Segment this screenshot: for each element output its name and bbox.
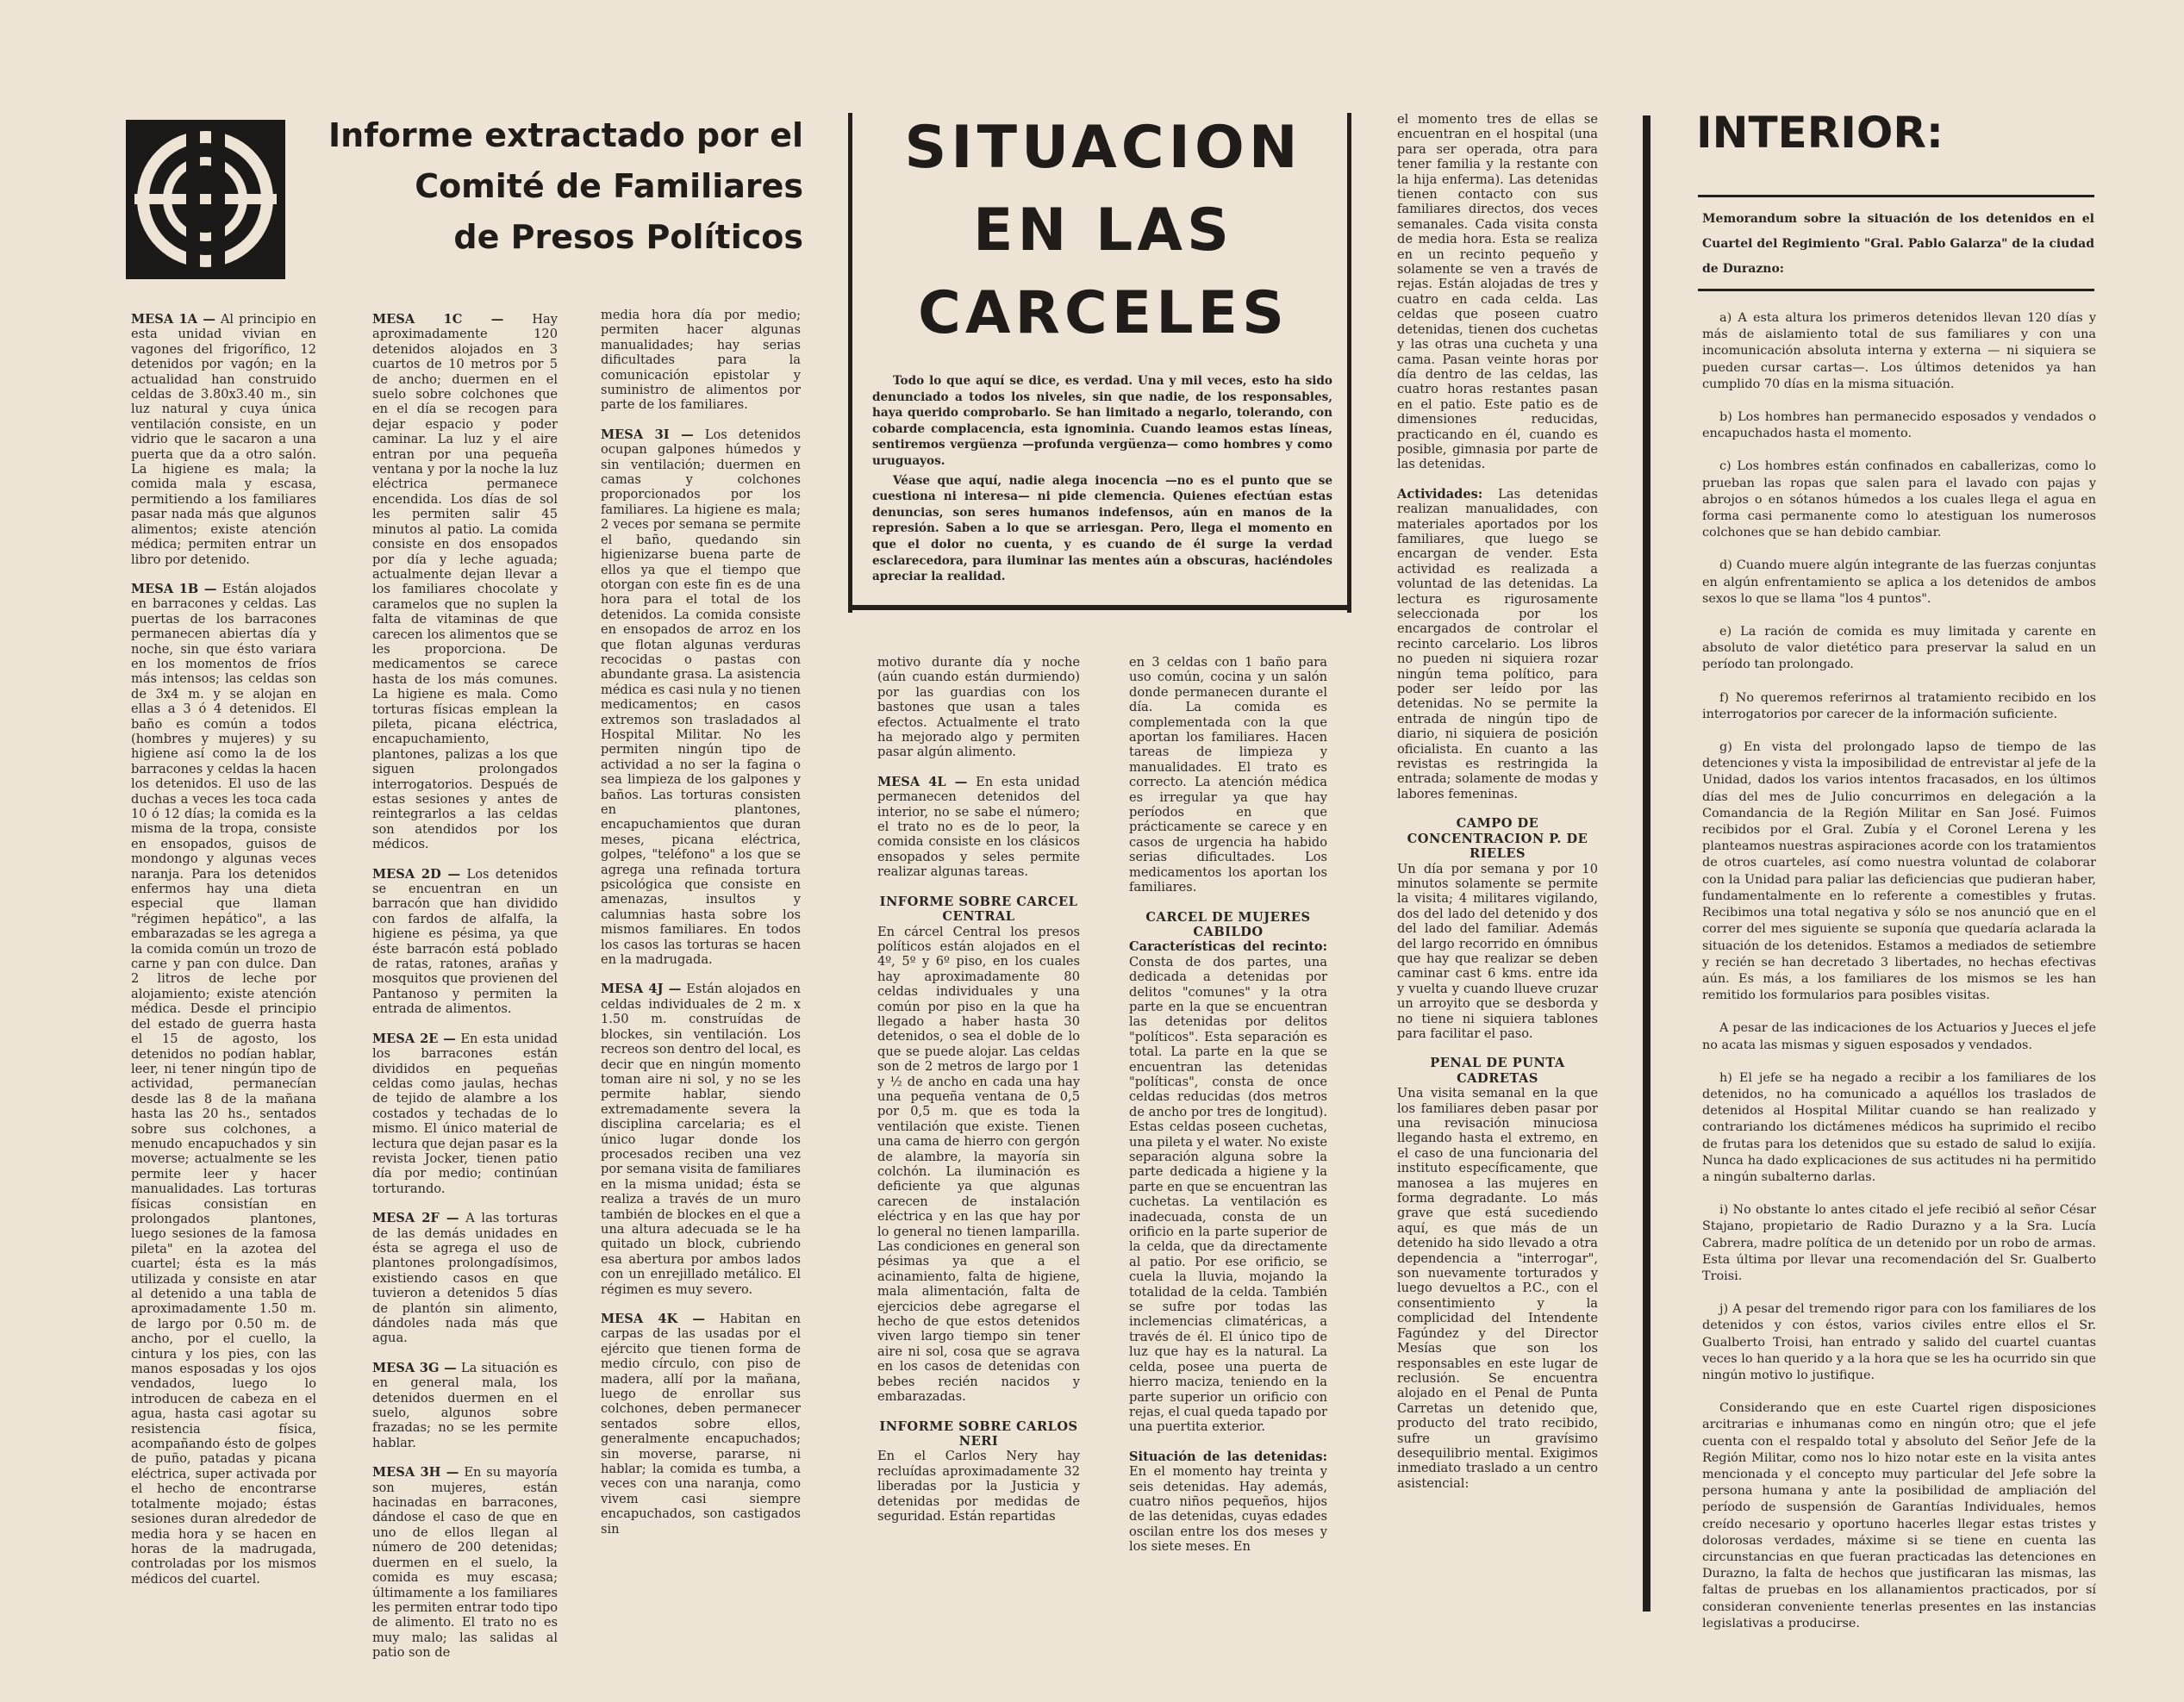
header-title-line-3: de Presos Políticos <box>453 218 803 256</box>
subheading: Características del recinto: <box>1129 939 1327 955</box>
interior-paragraph: j) A pesar del tremendo rigor para con los familiares de los detenidos y con éstos, varios civiles entre ellos el Sr. Gualberto Troisi, han entrado y salido del cuartel cuantas veces lo han querido y a la hora que se les ha ocurrido sin que ningún motivo lo justifique. <box>1702 1302 2096 1382</box>
column-c <box>601 308 801 1613</box>
column-f <box>1397 112 1598 1613</box>
interior-paragraph: c) Los hombres están confinados en caballerizas, como lo prueban las ropas que salen para el lavado con pajas y abrojos o en sótanos húmedos a los cuales llega el agua en forma casi permanente como lo atestiguan los numerosos colchones que se han debido cambiar. <box>1702 459 2096 540</box>
paragraph-text: Hay aproximadamente 120 detenidos alojados en 3 cuartos de 10 metros por 5 de ancho; duermen en el suelo sobre colchones que en el día se recogen para dejar espacio y poder caminar. La luz y el aire entran por una pequeña ventana y por la noche la luz eléctrica permanece encendida. Los días de sol les permiten salir 45 minutos al patio. La comida consiste en dos ensopados por día y leche aguada; actualmente dejan llevar a los familiares chocolate y caramelos que no suplen la falta de vitaminas de que carecen los alimentos que se les proporciona. De medicamentos se carece hasta de los más comunes. La higiene es mala. Como torturas físicas emplean la pileta, picana eléctrica, encapuchamiento, plantones, palizas a los que siguen prolongados interrogatorios. Después de estas sesiones y antes de reintegrarlos a las celdas son atendidos por los médicos. <box>372 312 558 852</box>
paragraph-text: En esta unidad los barracones están divididos en pequeñas celdas como jaulas, hechas de tejido de alambre a los costados y techadas de lo mismo. El único material de lectura que dejan pasar es la revista Jocker, tienen patio día por medio; continúan torturando. <box>372 1031 558 1196</box>
paragraph-text: Consta de dos partes, una dedicada a detenidas por delitos "comunes" y la otra parte en la que se encuentran las detenidas por delitos "políticos". Esta separación es total. La parte en la que se encuentran las detenidas "políticas", consta de once celdas reducidas (dos metros de ancho por tres de longitud). Estas celdas poseen cuchetas, una pileta y el water. No existe separación alguna sobre la parte dedicada a higiene y la parte en que se encuentran las cuchetas. La ventilación es inadecuada, consta de un orificio en la parte superior de la celda, que da directamente al patio. Por ese orificio, se cuela la lluvia, mojando la totalidad de la celda. También se sufre por todas las inclemencias climatéricas, a través de él. El único tipo de luz que hay es la natural. La celda, posee una puerta de hierro maciza, teniendo en la parte superior un orificio con rejas, el cual queda tapado por una puertita exterior. <box>1129 954 1327 1435</box>
paragraph-text: Están alojados en celdas individuales de 2 m. x 1.50 m. construídas de blockes, sin ventilación. Los recreos son dentro del local, es decir que en ningún momento toman aire ni sol, y no se les permite hablar, siendo extremadamente severa la disciplina carcelaria; es el único lugar donde los procesados reciben una vez por semana visita de familiares en la misma unidad; ésta se realiza a través de un muro también de blockes en el que a una altura adecuada se le ha quitado un block, cubriendo esa abertura por ambos lados con un enrejillado metálico. El régimen es muy severo. <box>601 982 801 1297</box>
mesa-label: MESA 1B — <box>131 581 217 596</box>
paragraph <box>601 427 801 968</box>
paragraph <box>1129 655 1327 895</box>
paragraph-text: La situación es en general mala, los detenidos duermen en el suelo, algunos sobre frazadas; no se les permite hablar. <box>372 1360 558 1450</box>
situacion-title-line-1: SITUACION <box>904 114 1302 182</box>
mesa-label: MESA 4K — <box>601 1312 706 1326</box>
interior-paragraph: b) Los hombres han permanecido esposados y vendados o encapuchados hasta el momento. <box>1702 410 2096 441</box>
paragraph <box>1397 112 1598 472</box>
paragraph <box>601 308 801 413</box>
paragraph-text: Están alojados en barracones y celdas. Las puertas de los barracones permanecen abiertas día y noche, sin que ésto variara en los momentos de fríos más intensos; las celdas son de 3x4 m. y se alojan en ellas a 3 ó 4 detenidos. El baño es común a todos (hombres y mujeres) y su higiene así como la de los barracones y celdas la hacen los detenidos. El uso de las duchas a veces les toca cada 10 ó 12 días; la comida es la misma de la tropa, consiste en ensopados, guisos de mondongo y algunas veces naranja. Para los detenidos enfermos hay una dieta especial que llaman "régimen hepático", a las embarazadas se les agrega a la comida común un trozo de carne y pan con dulce. Dan 2 litros de leche por alojamiento; existe atención médica. Desde el principio del estado de guerra hasta el 15 de agosto, los detenidos no podían hablar, leer, ni tener ningún tipo de actividad, permanecían desde las 8 de la mañana hasta las 20 hs., sentados sobre sus colchones, a menudo encapuchados y sin moverse; actualmente se les permite leer y hacer manualidades. Las torturas físicas consistían en prolongados plantones, luego sesiones de la famosa pileta" en la azotea del cuartel; ésta es la más utilizada y consiste en atar al detenido a una tabla de aproximadamente 1.50 m. de largo por 0.50 m. de ancho, por el cuello, la cintura y los pies, con las manos esposadas y los ojos vendados, luego lo introducen de cabeza en el agua, hasta casi agotar su resistencia física, acompañando ésto de golpes de puño, patadas y picana eléctrica, super activada por el hecho de encontrarse totalmente mojado; éstas sesiones duran alrededor de media hora y se hacen en horas de la madrugada, controladas por los mismos médicos del cuartel. <box>131 581 317 1587</box>
committee-logo-icon <box>126 120 285 279</box>
interior-memo: Memorandum sobre la situación de los detenidos en el Cuartel del Regimiento "Gral. Pablo Galarza" de la ciudad de Durazno: <box>1702 212 2094 276</box>
paragraph-text: Un día por semana y por 10 minutos solamente se permite la visita; 4 militares vigilando, dos del lado del detenido y dos del lado del familiar. Además del largo recorrido en ómnibus que hay que realizar se deben caminar cast 6 kms. entre ida y vuelta y cuando llueve cruzar un arroyito que se desborda y no tiene ni siquiera tablones para facilitar el paso. <box>1397 861 1598 1041</box>
interior-paragraph: h) El jefe se ha negado a recibir a los familiares de los detenidos, no ha comunicado a aquéllos los traslados de detenidos al Hospital Militar cuando se han realizado y contrariando los dictámenes médicos ha suprimido el recibo de frutas para los detenidos que su estado de salud lo exijía. Nunca ha dado explicaciones de sus actitudes ni ha permitido a ningún subalterno darlas. <box>1702 1070 2096 1184</box>
paragraph <box>601 982 801 1297</box>
interior-paragraph: A pesar de las indicaciones de los Actuarios y Jueces el jefe no acata las mismas y siguen esposados y vendados. <box>1702 1021 2096 1052</box>
column-d <box>877 655 1080 1613</box>
interior-paragraph: Considerando que en este Cuartel rigen disposiciones arcitrarias e inhumanas como en ningún otro; que el jefe cuenta con el respaldo total y absoluto del Señor Jefe de la Región Militar, como nos lo hizo notar este en la visita antes mencionada y el concepto muy particular del Jefe sobre la persona humana y ante la posibilidad de ampliación del período de suspensión de Garantías Individuales, hemos creído necesario y oportuno hacerles llegar estas tristes y dolorosas verdades, máxime si se tiene en cuenta las circunstancias en que fueran practicadas las detenciones en Durazno, la falta de hechos que justificaran las mismas, las faltas de pruebas en los allanamientos practicados, por sí consideran conveniente tenerlas presentes en las instancias legislativas a producirse. <box>1702 1401 2096 1630</box>
interior-paragraph: e) La ración de comida es muy limitada y carente en absoluto de valor dietético para preservar la salud en un período tan prolongado. <box>1702 625 2096 672</box>
paragraph <box>1397 862 1598 1042</box>
mesa-label: MESA 4L — <box>877 774 968 789</box>
interior-paragraph: a) A esta altura los primeros detenidos llevan 120 días y más de aislamiento total de sus familiares y con una incomunicación absoluta interna y externa — ni siquiera se pueden cursar cartas—. Los últimos detenidos ya han cumplido 70 días en la misma situación. <box>1702 311 2096 391</box>
interior-title: INTERIOR: <box>1696 108 1944 158</box>
header-title-line-1: Informe extractado por el <box>328 116 803 154</box>
paragraph-text: En su mayoría son mujeres, están hacinadas en barracones, dándose el caso de que en uno de ellos llegan al número de 200 detenidas; duermen en el suelo, la comida es muy escasa; últimamente a los familiares les permiten entrar todo tipo de alimento. El trato no es muy malo; las salidas al patio son de <box>372 1465 558 1661</box>
mesa-label: MESA 2D — <box>372 866 461 882</box>
paragraph-text: media hora día por medio; permiten hacer algunas manualidades; hay serias dificultades para la comunicación epistolar y suministro de alimentos por parte de los familiares. <box>601 308 801 413</box>
paragraph-text: En el momento hay treinta y seis detenidas. Hay además, cuatro niños pequeños, hijos de las detenidas, cuyas edades oscilan entre los dos meses y los siete meses. En <box>1129 1464 1327 1555</box>
situacion-title-line-2: EN LAS <box>973 196 1233 265</box>
paragraph <box>877 1449 1080 1524</box>
paragraph <box>372 867 558 1017</box>
paragraph <box>601 1312 801 1537</box>
paragraph-text: Una visita semanal en la que los familiares deben pasar por una revisación minuciosa llegando hasta el extremo, en el caso de una funcionaria del instituto específicamente, que manosea a las mujeres en forma degradante. Lo más grave que está sucediendo aquí, es que más de un detenido ha sido llevado a otra dependencia a "interrogar", son nuevamente torturados y luego devueltos a P.C., con el consentimiento y la complicidad del Intendente Fagúndez y del Director Mesías que son los responsables en este lugar de reclusión. Se encuentra alojado en el Penal de Punta Carretas un detenido que, producto del trato recibido, sufre un gravísimo desequilibrio mental. Exigimos inmediato traslado a un centro asistencial: <box>1397 1086 1598 1491</box>
situacion-box-bottom-rule <box>848 605 1351 610</box>
mesa-label: MESA 3G — <box>372 1360 457 1375</box>
paragraph <box>131 312 316 567</box>
paragraph-text: Al principio en esta unidad vivian en vagones del frigorífico, 12 detenidos por vagón; en la actualidad han construido celdas de 3.80x3.40 m., sin luz natural y cuya única ventilación consiste, en un vidrio que le sacaron a una puerta que da a otro salón. La higiene es mala; la comida mala y escasa, permitiendo a los familiares pasar nada más que algunos alimentos; existe atención médica; permiten entrar un libro por detenido. <box>131 312 317 567</box>
committee-logo <box>126 120 285 279</box>
section-heading: CARCEL DE MUJERES CABILDO <box>1145 909 1311 939</box>
interior-paragraph: g) En vista del prolongado lapso de tiempo de las detenciones y vista la imposibilidad de entrevistar al jefe de la Unidad, dados los varios intentos fracasados, en los últimos días del mes de Julio concurrimos en delegación a la Comandancia de la Región Militar en San José. Fuimos recibidos por el Gral. Zubía y el Coronel Lerena y les planteamos nuestras aspiraciones acorde con los tratamientos de otros cuarteles, así como nuestra voluntad de colaborar con la Unidad para paliar las deficiencias que pudieran haber, fundamentalmente en lo referente a comestibles y frutas. Recibimos una total negativa y sólo se nos anunció que en el correr del mes siguiente se suponía que quedaría aclarada la situación de los detenidos. Estamos a mediados de setiembre y recién se han decretado 3 libertades, no hechas efectivas aún. Es más, a los familiares de los mismos se les han remitido los formularios para posibles visitas. <box>1702 740 2096 1003</box>
interior-paragraph: d) Cuando muere algún integrante de las fuerzas conjuntas en algún enfrentamiento se aplica a los detenidos de ambos sexos lo que se llama "los 4 puntos". <box>1702 558 2096 606</box>
interior-left-rule <box>1643 115 1650 1612</box>
paragraph <box>1397 1086 1598 1491</box>
column-e <box>1129 655 1327 1613</box>
section-heading: CAMPO DE CONCENTRACION P. DE RIELES <box>1407 816 1588 862</box>
paragraph <box>372 312 558 852</box>
subheading: Situación de las detenidas: <box>1129 1449 1327 1464</box>
paragraph <box>877 775 1080 880</box>
mesa-label: MESA 3H — <box>372 1465 459 1481</box>
situacion-intro-paragraph-2: Véase que aquí, nadie alega inocencia —no es el punto que se cuestiona ni interesa— ni pide clemencia. Quienes efectúan estas denuncias, son seres humanos indefensos, aún en manos de la represión. Saben a lo que se arriesgan. Pero, llega el momento en que el dolor no cuenta, y es cuando de él surge la verdad esclarecedora, para iluminar las mentes aún a obscuras, haciéndoles apreciar la realidad. <box>872 473 1332 584</box>
paragraph-text: Los detenidos se encuentran en un barracón que han dividido con fardos de alfalfa, la higiene es pésima, ya que éste barracón está poblado de ratas, ratones, arañas y mosquitos que provienen del Pantanoso y permiten la entrada de alimentos. <box>372 866 558 1017</box>
mesa-label: MESA 2E — <box>372 1031 456 1046</box>
subheading: Actividades: <box>1397 486 1483 502</box>
paragraph <box>877 925 1080 1405</box>
mesa-label: MESA 1C — <box>372 312 504 327</box>
paragraph-text: motivo durante día y noche (aún cuando están durmiendo) por las guardias con los bastones que usan a tales efectos. Actualmente el trato ha mejorado algo y permiten pasar algún alimento. <box>877 655 1080 760</box>
situacion-title-line-3: CARCELES <box>917 279 1289 347</box>
mesa-label: MESA 3I — <box>601 427 694 442</box>
paragraph <box>877 655 1080 760</box>
interior-paragraph: i) No obstante lo antes citado el jefe recibió al señor César Stajano, propietario de Radio Durazno y a la Sra. Lucía Cabrera, madre política de un detenido por un robo de armas. Esta última por llevar una recomendación del Sr. Gualberto Troisi. <box>1702 1203 2096 1283</box>
header-title-line-2: Comité de Familiares <box>415 167 803 205</box>
column-a <box>131 312 316 1613</box>
paragraph <box>1397 487 1598 802</box>
interior-body <box>1702 310 2096 1630</box>
column-b <box>372 312 558 1661</box>
situacion-box-right-rule <box>1347 113 1351 613</box>
situacion-box-left-rule <box>848 113 852 613</box>
interior-rule-bottom <box>1698 289 2094 291</box>
paragraph <box>131 582 316 1587</box>
interior-rule-top <box>1698 195 2094 197</box>
paragraph-text: Las detenidas realizan manualidades, con materiales aportados por los familiares, que luego se encargan de vender. Esta actividad es realizada a voluntad de las detenidas. La lectura es rigurosamente seleccionada por los encargados de controlar el recinto carcelario. Los libros no pueden ni siquiera rozar ningún tema político, para poder ser leído por las detenidas. No se permite la entrada de ningún tipo de diario, ni siquiera de posición oficialista. En cuanto a las revistas es restringida la entrada; solamente de modas y labores femeninas. <box>1397 486 1598 801</box>
mesa-label: MESA 4J — <box>601 982 682 997</box>
header-title <box>310 110 803 263</box>
paragraph <box>372 1361 558 1450</box>
mesa-label: MESA 2F — <box>372 1211 459 1226</box>
section-heading: PENAL DE PUNTA CADRETAS <box>1430 1056 1565 1086</box>
section-heading: INFORME SOBRE CARCEL CENTRAL <box>879 894 1078 925</box>
paragraph-text: en 3 celdas con 1 baño para uso común, cocina y un salón donde permanecen durante el día. La comida es complementada con la que aportan los familiares. Hacen tareas de limpieza y manualidades. El trato es correcto. La atención médica es irregular ya que hay períodos en que prácticamente se carece y en casos de urgencia ha habido serias dificultades. Los medicamentos los aportan los familiares. <box>1129 655 1327 895</box>
section-heading: INFORME SOBRE CARLOS NERI <box>879 1418 1078 1449</box>
paragraph <box>372 1465 558 1660</box>
paragraph <box>1129 939 1327 1434</box>
paragraph-text: En esta unidad permanecen detenidos del interior, no se sabe el número; el trato no es de lo peor, la comida consiste en los clásicos ensopados y seles permite realizar algunas tareas. <box>877 774 1081 880</box>
paragraph-text: En el Carlos Nery hay recluídas aproximadamente 32 liberadas por la Justicia y detenidas por medidas de seguridad. Están repartidas <box>877 1449 1080 1524</box>
interior-paragraph: f) No queremos referirnos al tratamiento recibido en los interrogatorios por carecer de la información suficiente. <box>1702 690 2096 721</box>
paragraph <box>1129 1450 1327 1555</box>
paragraph-text: Los detenidos ocupan galpones húmedos y sin ventilación; duermen en camas y colchones proporcionados por los familiares. La higiene es mala; 2 veces por semana se permite el baño, quedando sin higienizarse buena parte de ellos ya que el tiempo que otorgan con este fin es de una hora para el total de los detenidos. La comida consiste en ensopados de arroz en los que flotan algunas verduras recocidas o pastas con abundante grasa. La asistencia médica es casi nula y no tienen medicamentos; en casos extremos son trasladados al Hospital Militar. No les permiten ningún tipo de actividad a no ser la fagina o sea limpieza de los galpones y baños. Las torturas consisten en plantones, encapuchamientos que duran meses, picana eléctrica, golpes, "teléfono" a los que se agrega una refinada tortura psicológica que consiste en amenazas, insultos y calumnias hasta sobre los mismos familiares. En todos los casos las torturas se hacen en la madrugada. <box>601 427 801 968</box>
paragraph-text: el momento tres de ellas se encuentran en el hospital (una para ser operada, otra para tener familia y la restante con la hija enferma). Las detenidas tienen contacto con sus familiares directos, dos veces semanales. Cada visita consta de media hora. Esta se realiza en un recinto pequeño y solamente se ven a través de rejas. Están alojadas de tres y cuatro en cada celda. Las celdas que poseen cuatro detenidas, tienen dos cuchetas y las otras una cucheta y una cama. Pasan veinte horas por día dentro de las celdas, las cuatro horas restantes pasan en el patio. Este patio es de dimensiones reducidas, practicando en él, cuando es posible, gimnasia por parte de las detenidas. <box>1397 112 1598 472</box>
paragraph-text: A las torturas de las demás unidades en ésta se agrega el uso de plantones prolongadísimos, existiendo casos en que tuvieron a detenidos 5 días de plantón sin alimento, dándoles nada más que agua. <box>372 1211 558 1346</box>
situacion-intro <box>872 373 1332 585</box>
paragraph <box>372 1032 558 1196</box>
paragraph-text: Habitan en carpas de las usadas por el ejército que tienen forma de medio círculo, con piso de madera, allí por la mañana, luego de enrollar sus colchones, deben permanecer sentados sobre ellos, generalmente encapuchados; sin moverse, pararse, ni hablar; la comida es tumba, a veces con una naranja, como vivem casi siempre encapuchados, son castigados sin <box>601 1312 802 1537</box>
paragraph-text: En cárcel Central los presos políticos están alojados en el 4º, 5º y 6º piso, en los cuales hay aproximadamente 80 celdas individuales y una común por piso en la que ha llegado a haber hasta 30 detenidos, o sea el doble de lo que se puede alojar. Las celdas son de 2 metros de largo por 1 y ½ de ancho en cada una hay una pequeña ventana de 0,5 por 0,5 m. que es toda la ventilación que existe. Tienen una cama de hierro con gergón de alambre, la mayoría sin colchón. La iluminación es deficiente ya que algunas carecen de instalación eléctrica y en las que hay por lo general no tienen lamparilla. Las condiciones en general son pésimas ya que a el acinamiento, falta de higiene, mala alimentación, falta de ejercicios debe agregarse el hecho de que estos detenidos viven largo tiempo sin tener aire ni sol, cosa que se agrava en los casos de detenidas con bebes recién nacidos y embarazadas. <box>877 924 1080 1405</box>
situacion-intro-paragraph-1: Todo lo que aquí se dice, es verdad. Una y mil veces, esto ha sido denunciado a todos los niveles, sin que nadie, de los responsables, haya querido comprobarlo. Se han limitado a negarlo, tolerando, con cobarde complacencia, esta ignominia. Cuando leamos estas líneas, sentiremos vergüenza —profunda vergüenza— como hombres y como uruguayos. <box>872 374 1332 468</box>
situacion-title <box>870 107 1336 355</box>
paragraph <box>372 1211 558 1346</box>
mesa-label: MESA 1A — <box>131 312 215 327</box>
